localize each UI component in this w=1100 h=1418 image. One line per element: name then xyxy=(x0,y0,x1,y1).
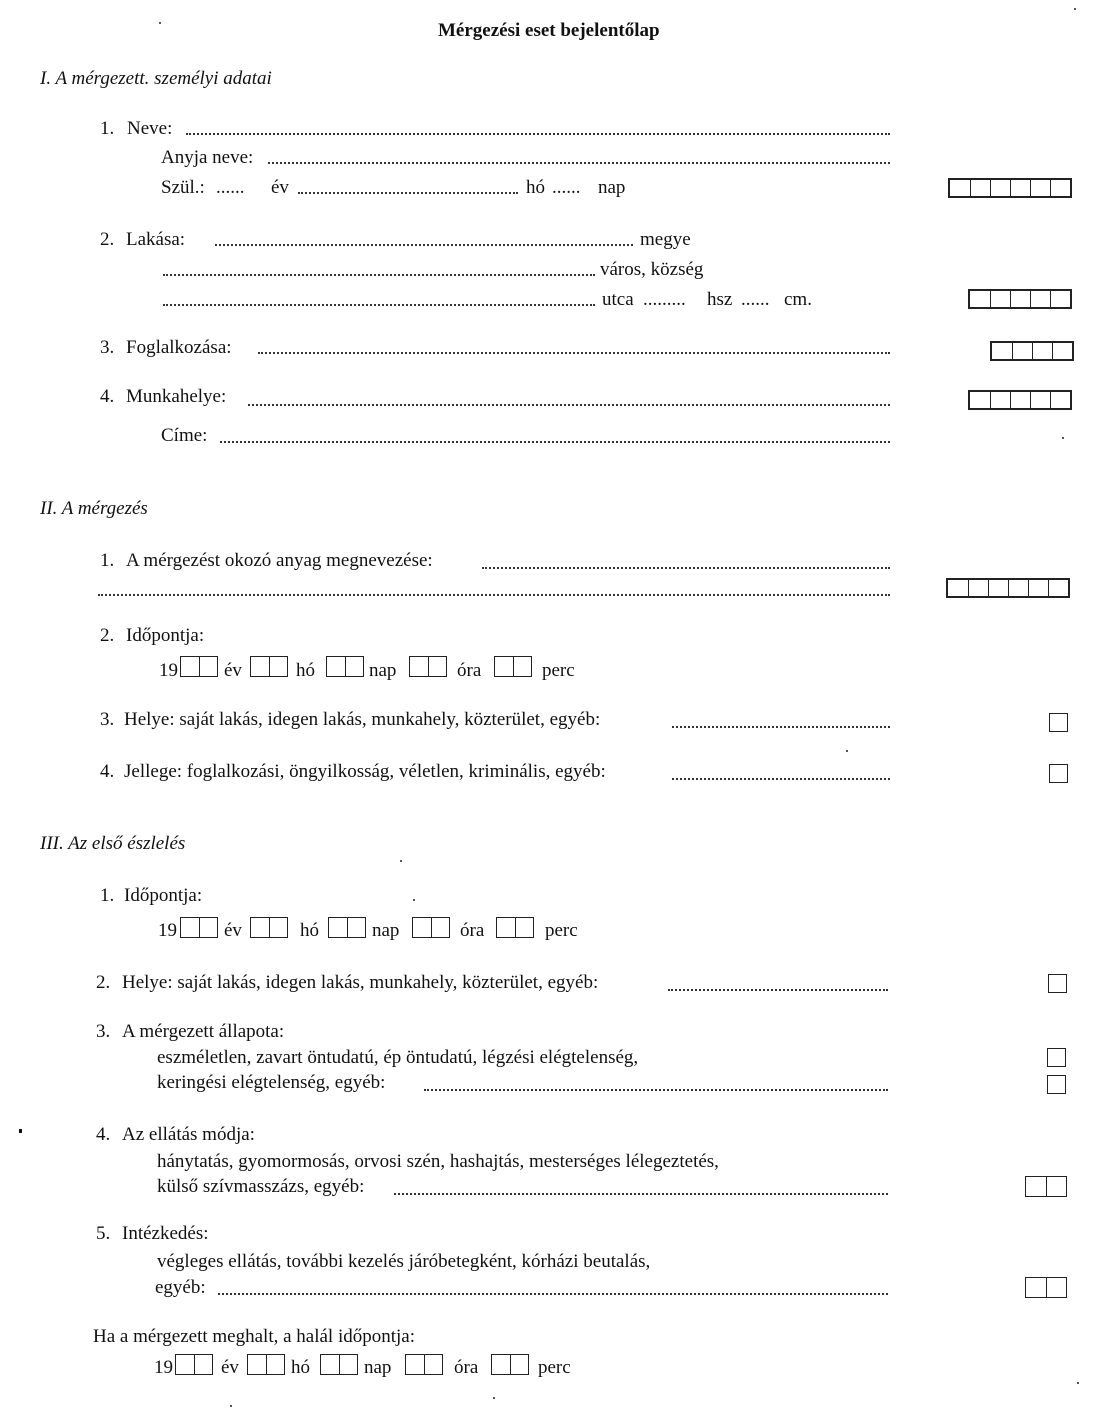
observation-hour-boxes[interactable] xyxy=(412,917,450,938)
observation-day-unit: nap xyxy=(372,920,400,941)
workplace-field[interactable] xyxy=(248,404,890,406)
name-field[interactable] xyxy=(186,133,890,135)
address-cm-field[interactable]: ...... xyxy=(741,289,770,310)
s2-q3-number: 3. xyxy=(100,709,115,730)
address-cm-unit: cm. xyxy=(784,289,812,310)
poisoning-minute-unit: perc xyxy=(542,660,575,681)
treatment-code-boxes[interactable] xyxy=(1025,1176,1067,1197)
poisoning-day-boxes[interactable] xyxy=(326,656,364,677)
death-day-boxes[interactable] xyxy=(320,1354,358,1375)
birth-month-field[interactable] xyxy=(298,192,518,194)
birth-day-unit: nap xyxy=(598,177,626,198)
s3-q1-label: Időpontja: xyxy=(124,885,203,906)
observation-century-label: 19 xyxy=(158,920,177,941)
workplace-address-label: Címe: xyxy=(161,425,208,446)
condition-code-box-1[interactable] xyxy=(1047,1048,1066,1067)
death-time-label: Ha a mérgezett meghalt, a halál időpontja: xyxy=(93,1326,415,1347)
scan-speck xyxy=(400,860,402,862)
s2-q2-number: 2. xyxy=(100,625,115,646)
birth-year-field[interactable]: ...... xyxy=(216,177,245,198)
county-field[interactable] xyxy=(215,244,633,246)
poisoning-minute-boxes[interactable] xyxy=(494,656,532,677)
observation-place-code-box[interactable] xyxy=(1048,974,1067,993)
measure-options-line1: végleges ellátás, további kezelés járóbetegként, kórházi beutalás, xyxy=(157,1251,651,1272)
condition-options-line1: eszméletlen, zavart öntudatú, ép öntudatú, légzési elégtelenség, xyxy=(157,1047,639,1068)
scan-speck xyxy=(1062,437,1064,439)
measure-options-line2: egyéb: xyxy=(155,1277,206,1298)
s1-q4-label: Munkahelye: xyxy=(126,386,227,407)
poisoning-type-code-box[interactable] xyxy=(1049,764,1068,783)
condition-code-box-2[interactable] xyxy=(1047,1075,1066,1094)
s1-q1-number: 1. xyxy=(100,118,115,139)
death-day-unit: nap xyxy=(364,1357,392,1378)
address-code-boxes[interactable] xyxy=(968,289,1072,309)
form-title: Mérgezési eset bejelentőlap xyxy=(438,20,660,41)
birth-month-unit: hó xyxy=(526,177,545,198)
section-3-heading: III. Az első észlelés xyxy=(40,833,186,854)
poisoning-year-boxes[interactable] xyxy=(180,656,218,677)
treatment-options-line1: hánytatás, gyomormosás, orvosi szén, hashajtás, mesterséges lélegeztetés, xyxy=(157,1151,719,1172)
condition-other-field[interactable] xyxy=(424,1089,888,1091)
section-2-heading: II. A mérgezés xyxy=(40,498,148,519)
poisoning-day-unit: nap xyxy=(369,660,397,681)
s3-q4-label: Az ellátás módja: xyxy=(122,1124,255,1145)
workplace-address-field[interactable] xyxy=(220,441,890,443)
s1-q2-label: Lakása: xyxy=(126,229,186,250)
poisoning-year-unit: év xyxy=(224,660,242,681)
s3-q5-label: Intézkedés: xyxy=(122,1223,209,1244)
substance-field-line2[interactable] xyxy=(98,594,890,596)
s3-q1-number: 1. xyxy=(100,885,115,906)
poisoning-type-field[interactable] xyxy=(672,778,890,780)
city-field[interactable] xyxy=(163,274,595,276)
poisoning-month-unit: hó xyxy=(296,660,315,681)
street-unit: utca xyxy=(602,289,634,310)
scan-speck xyxy=(846,750,848,752)
birth-day-field[interactable]: ...... xyxy=(552,177,581,198)
death-minute-unit: perc xyxy=(538,1357,571,1378)
section-1-heading: I. A mérgezett. személyi adatai xyxy=(40,68,272,89)
condition-options-line2: keringési elégtelenség, egyéb: xyxy=(157,1072,386,1093)
death-year-boxes[interactable] xyxy=(175,1354,213,1375)
scan-speck xyxy=(493,1397,495,1399)
poisoning-place-field[interactable] xyxy=(672,726,890,728)
s3-q2-number: 2. xyxy=(96,972,111,993)
s3-q3-number: 3. xyxy=(96,1021,111,1042)
measure-code-boxes[interactable] xyxy=(1025,1277,1067,1298)
house-number-field[interactable]: ......... xyxy=(643,289,686,310)
substance-field-line1[interactable] xyxy=(482,567,890,569)
observation-year-boxes[interactable] xyxy=(180,917,218,938)
s1-q2-number: 2. xyxy=(100,229,115,250)
observation-day-boxes[interactable] xyxy=(328,917,366,938)
occupation-code-boxes[interactable] xyxy=(990,341,1074,361)
house-number-unit: hsz xyxy=(707,289,733,310)
treatment-options-line2: külső szívmasszázs, egyéb: xyxy=(157,1176,365,1197)
workplace-code-boxes[interactable] xyxy=(968,390,1072,410)
observation-place-field[interactable] xyxy=(668,989,888,991)
scan-speck xyxy=(413,899,415,901)
s2-q4-number: 4. xyxy=(100,761,115,782)
poisoning-hour-unit: óra xyxy=(457,660,482,681)
observation-minute-unit: perc xyxy=(545,920,578,941)
poisoning-place-code-box[interactable] xyxy=(1049,713,1068,732)
poisoning-hour-boxes[interactable] xyxy=(409,656,447,677)
s2-q1-number: 1. xyxy=(100,550,115,571)
scan-speck xyxy=(1077,1382,1079,1384)
death-year-unit: év xyxy=(221,1357,239,1378)
s3-q4-number: 4. xyxy=(96,1124,111,1145)
observation-minute-boxes[interactable] xyxy=(496,917,534,938)
s2-q3-label: Helye: saját lakás, idegen lakás, munkahely, közterület, egyéb: xyxy=(124,709,601,730)
death-hour-boxes[interactable] xyxy=(405,1354,443,1375)
death-minute-boxes[interactable] xyxy=(491,1354,529,1375)
scan-speck xyxy=(230,1405,232,1407)
death-month-unit: hó xyxy=(291,1357,310,1378)
city-unit: város, község xyxy=(600,259,704,280)
s3-q2-label: Helye: saját lakás, idegen lakás, munkahely, közterület, egyéb: xyxy=(122,972,599,993)
observation-hour-unit: óra xyxy=(460,920,485,941)
mother-name-label: Anyja neve: xyxy=(161,147,254,168)
treatment-other-field[interactable] xyxy=(394,1193,888,1195)
observation-month-boxes[interactable] xyxy=(250,917,288,938)
s1-q3-number: 3. xyxy=(100,337,115,358)
county-unit: megye xyxy=(640,229,691,250)
scan-speck xyxy=(159,22,161,24)
street-field[interactable] xyxy=(163,304,595,306)
birth-code-boxes[interactable] xyxy=(948,178,1072,198)
observation-year-unit: év xyxy=(224,920,242,941)
s2-q2-label: Időpontja: xyxy=(126,625,205,646)
mother-name-field[interactable] xyxy=(268,162,890,164)
poisoning-month-boxes[interactable] xyxy=(250,656,288,677)
s1-q4-number: 4. xyxy=(100,386,115,407)
s3-q5-number: 5. xyxy=(96,1223,111,1244)
poisoning-century-label: 19 xyxy=(159,660,178,681)
death-month-boxes[interactable] xyxy=(247,1354,285,1375)
measure-other-field[interactable] xyxy=(218,1293,888,1295)
s2-q1-label: A mérgezést okozó anyag megnevezése: xyxy=(126,550,433,571)
occupation-field[interactable] xyxy=(258,352,890,354)
s2-q4-label: Jellege: foglalkozási, öngyilkosság, véletlen, kriminális, egyéb: xyxy=(124,761,606,782)
s1-q1-label: Neve: xyxy=(127,118,173,139)
s3-q3-label: A mérgezett állapota: xyxy=(122,1021,285,1042)
death-century-label: 19 xyxy=(154,1357,173,1378)
observation-month-unit: hó xyxy=(300,920,319,941)
death-hour-unit: óra xyxy=(454,1357,479,1378)
birth-label: Szül.: xyxy=(161,177,205,198)
substance-code-boxes[interactable] xyxy=(946,578,1070,598)
s1-q3-label: Foglalkozása: xyxy=(126,337,232,358)
birth-year-unit: év xyxy=(271,177,289,198)
scan-speck xyxy=(19,1129,22,1133)
scan-speck xyxy=(1074,8,1076,10)
